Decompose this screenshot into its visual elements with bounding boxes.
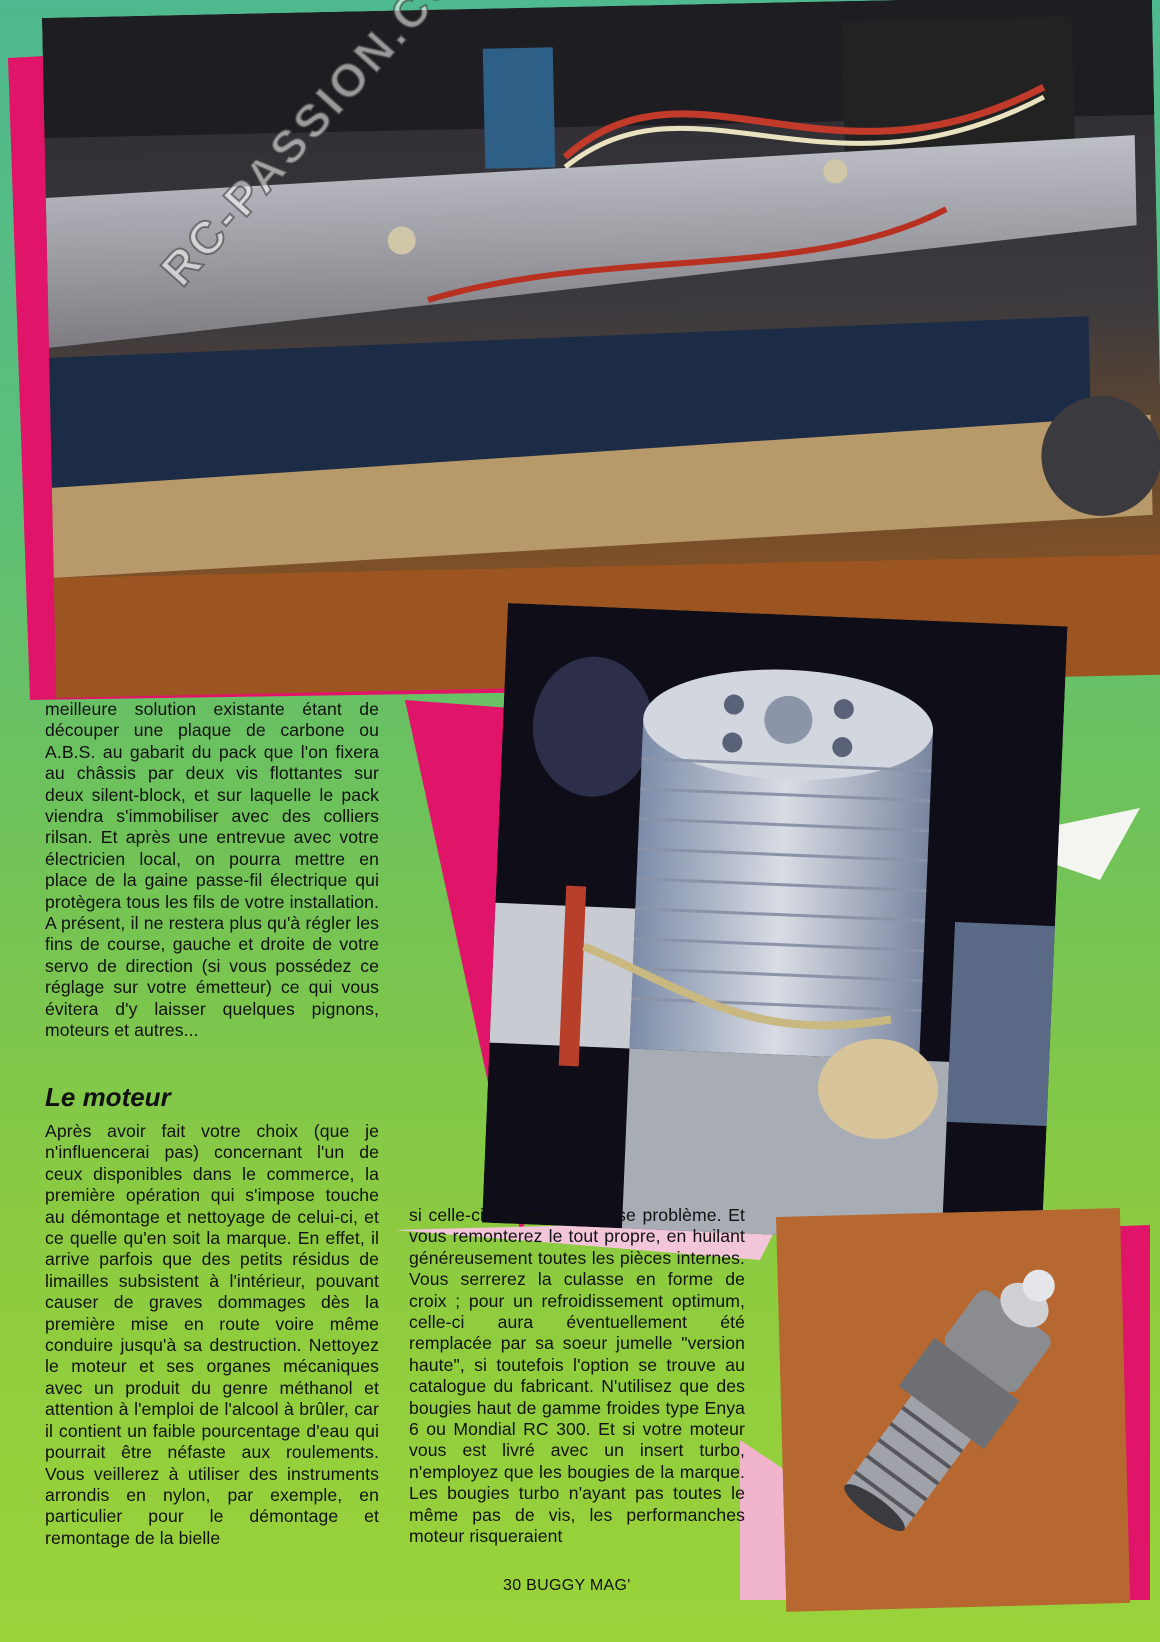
chassis-photo — [42, 0, 1160, 698]
paragraph: si celle-ci est neuve et pose problème. Et vous remonterez le tout propre, en huilant généreusement toutes les pièces internes. Vous serrerez la culasse en forme de croix ; pour un refroidissement optimum, celle-ci aura éventuellement été remplacée par sa soeur jumelle "version haute", si toutefois l'option se trouve au catalogue du fabricant. N'utilisez que des bougies haut de gamme froides type Enya 6 ou Mondial RC 300. Et si votre moteur vous est livré avec un insert turbo, n'employez que les bougies de la marque. Les bougies turbo n'ayant pas toutes le même pas de vis, les performanches moteur risqueraient — [409, 1205, 745, 1547]
engine-photo — [482, 603, 1067, 1246]
section-heading: Le moteur — [45, 1082, 171, 1112]
article-col1-intro — [45, 699, 379, 1042]
article-col2-body — [409, 1205, 745, 1548]
glow-plug-photo — [776, 1208, 1130, 1612]
article-col1-body — [45, 1121, 379, 1549]
page-folio: 30 BUGGY MAG' — [503, 1577, 631, 1594]
paragraph: meilleure solution existante étant de découper une plaque de carbone ou A.B.S. au gabarit du pack que l'on fixera au châssis par deux vis flottantes sur deux silent-block, et sur laquelle le pack viendra s'immobiliser avec des colliers rilsan. Et après une entrevue avec votre électricien local, on pourra mettre en place de la gaine passe-fil électrique qui protègera tous les fils de votre installation. A présent, il ne restera plus qu'à régler les fins de course, gauche et droite de votre servo de direction (si vous possédez ce réglage sur votre émetteur) ce qui vous évitera d'y laisser quelques pignons, moteurs et autres... — [45, 699, 379, 1041]
paragraph: Après avoir fait votre choix (que je n'influencerai pas) concernant l'un de ceux disponibles dans le commerce, la première opération qui s'impose touche au démontage et nettoyage de celui-ci, et ce quelle qu'en soit la marque. En effet, il arrive parfois que des petits résidus de limailles subsistent à l'intérieur, pouvant causer de graves dommages dès la première mise en route voire même conduire jusqu'à sa destruction. Nettoyez le moteur et ses organes mécaniques avec un produit du genre méthanol et attention à l'emploi de l'alcool à brûler, car il contient un faible pourcentage d'eau qui pourrait être néfaste aux roulements. Vous veillerez à utiliser des instruments arrondis en nylon, par exemple, en particulier pour le démontage et remontage de la bielle — [45, 1121, 379, 1548]
